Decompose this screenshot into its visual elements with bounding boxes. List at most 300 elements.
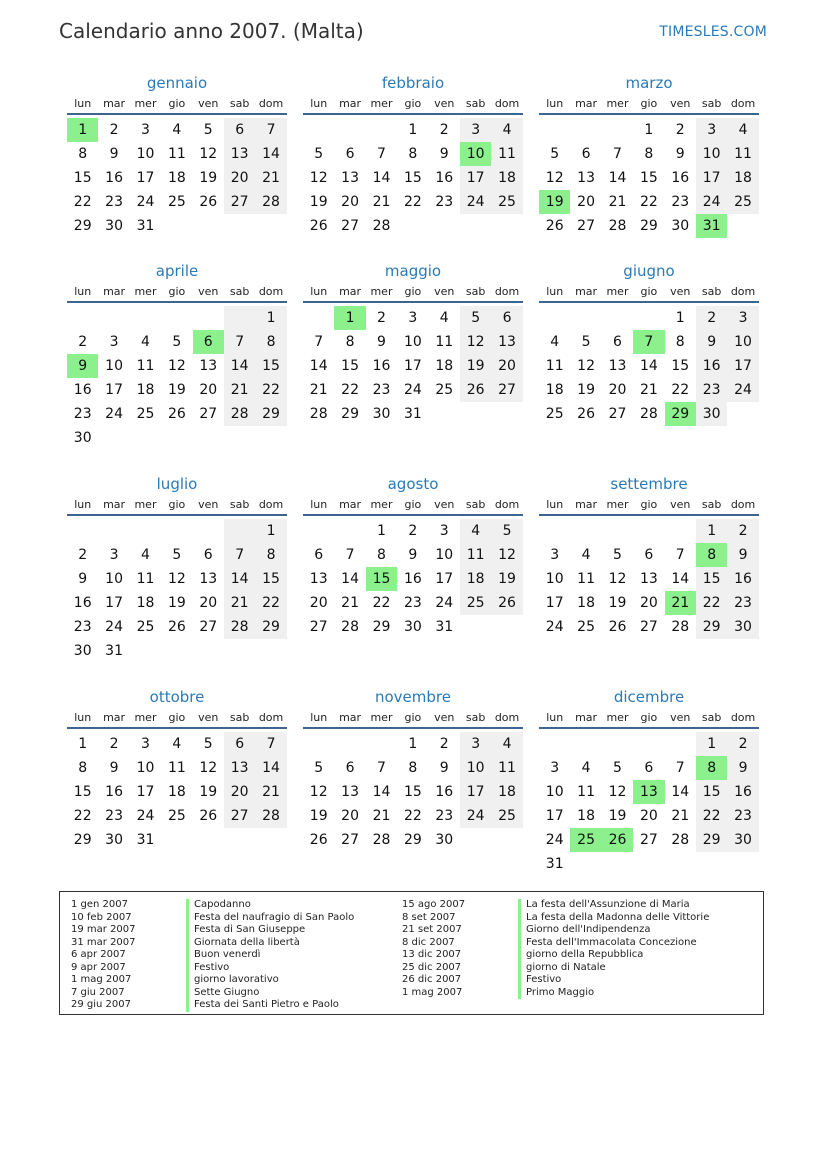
- empty-day: [130, 639, 161, 663]
- day-cell: 11: [167, 146, 186, 162]
- weekday-header: [67, 95, 287, 115]
- day-cell: 16: [435, 170, 454, 186]
- day-cell: 1: [377, 523, 386, 539]
- day-cell: 25: [136, 406, 155, 422]
- weekday-header: [303, 709, 523, 729]
- holiday-date: 26 dic 2007: [402, 974, 462, 985]
- day-cell: 20: [309, 595, 328, 611]
- empty-day: [602, 852, 633, 876]
- holiday-dates-right: [402, 899, 465, 999]
- weekday-label: ven: [670, 711, 691, 724]
- empty-day: [570, 732, 601, 756]
- holiday-name: giorno lavorativo: [186, 974, 354, 987]
- day-cell: 12: [167, 571, 186, 587]
- day-cell: 27: [224, 190, 255, 214]
- day-cell: 21: [665, 591, 696, 615]
- day-cell: 25: [727, 190, 758, 214]
- empty-day: [255, 426, 286, 450]
- day-cell: 1: [696, 519, 727, 543]
- weekday-label: mer: [606, 498, 629, 511]
- days-grid: [539, 519, 759, 639]
- weekday-label: ven: [198, 498, 219, 511]
- day-cell: 1: [675, 310, 685, 326]
- day-cell: 28: [224, 615, 255, 639]
- day-cell: 27: [199, 406, 218, 422]
- day-cell: 7: [345, 547, 355, 563]
- month-name: novembre: [375, 688, 451, 706]
- day-cell: 23: [372, 382, 391, 398]
- day-cell: 28: [671, 619, 690, 635]
- day-cell: 7: [377, 760, 386, 776]
- day-cell: 27: [491, 378, 522, 402]
- empty-day: [224, 214, 255, 238]
- month-name: dicembre: [613, 688, 685, 706]
- month-name: maggio: [384, 262, 442, 280]
- day-cell: 10: [105, 571, 123, 587]
- day-cell: 30: [105, 218, 123, 234]
- weekday-label: ven: [434, 711, 455, 724]
- day-cell: 26: [491, 591, 522, 615]
- day-cell: 31: [136, 218, 155, 234]
- day-cell: 26: [167, 406, 186, 422]
- day-cell: 4: [581, 760, 591, 776]
- weekday-label: ven: [198, 285, 219, 298]
- day-cell: 20: [491, 354, 522, 378]
- weekday-label: ven: [434, 97, 455, 110]
- empty-day: [193, 828, 224, 852]
- day-cell: 23: [727, 804, 758, 828]
- day-cell: 6: [314, 547, 324, 563]
- day-cell: 3: [141, 736, 150, 752]
- empty-day: [193, 426, 224, 450]
- month-aprile: [67, 259, 287, 450]
- day-cell: 24: [545, 832, 564, 848]
- days-grid: [303, 732, 523, 852]
- empty-day: [98, 306, 129, 330]
- weekday-header: [539, 496, 759, 516]
- day-cell: 11: [727, 142, 758, 166]
- weekday-label: gio: [640, 285, 658, 298]
- day-cell: 20: [608, 382, 627, 398]
- days-grid: [303, 306, 523, 426]
- holiday-date: 29 giu 2007: [71, 999, 131, 1010]
- weekday-label: ven: [198, 97, 219, 110]
- empty-day: [193, 306, 224, 330]
- day-cell: 23: [671, 194, 690, 210]
- empty-day: [255, 828, 286, 852]
- month-name: giugno: [623, 262, 675, 280]
- day-cell: 15: [341, 358, 359, 374]
- day-cell: 27: [639, 832, 658, 848]
- empty-day: [98, 519, 129, 543]
- day-cell: 16: [105, 170, 123, 186]
- day-cell: 4: [172, 736, 182, 752]
- day-cell: 4: [727, 118, 758, 142]
- empty-day: [460, 828, 491, 852]
- day-cell: 8: [696, 543, 727, 567]
- empty-day: [334, 519, 365, 543]
- weekday-label: sab: [701, 285, 722, 298]
- day-cell: 25: [491, 804, 522, 828]
- day-cell: 27: [608, 406, 627, 422]
- empty-day: [602, 118, 633, 142]
- day-cell: 17: [435, 571, 454, 587]
- empty-day: [602, 306, 633, 330]
- day-cell: 6: [193, 330, 224, 354]
- day-cell: 28: [224, 402, 255, 426]
- day-cell: 10: [435, 547, 454, 563]
- weekday-label: mer: [606, 711, 629, 724]
- day-cell: 13: [577, 170, 595, 186]
- day-cell: 9: [408, 547, 418, 563]
- site-link[interactable]: TIMESLES.COM: [659, 24, 767, 40]
- weekday-label: lun: [546, 711, 564, 724]
- day-cell: 13: [199, 571, 218, 587]
- month-name: settembre: [610, 475, 688, 493]
- day-cell: 27: [199, 619, 218, 635]
- holiday-date: 1 mag 2007: [71, 974, 132, 985]
- day-cell: 19: [608, 808, 627, 824]
- day-cell: 19: [577, 382, 595, 398]
- day-cell: 30: [73, 643, 92, 659]
- day-cell: 28: [255, 190, 286, 214]
- day-cell: 16: [372, 358, 391, 374]
- empty-day: [429, 214, 460, 238]
- holiday-date: 8 dic 2007: [402, 936, 455, 948]
- day-cell: 14: [224, 354, 255, 378]
- day-cell: 4: [460, 519, 491, 543]
- holiday-date: 6 apr 2007: [71, 949, 126, 960]
- day-cell: 16: [671, 170, 690, 186]
- days-grid: [67, 519, 287, 663]
- day-cell: 20: [341, 808, 359, 824]
- weekday-label: ven: [670, 285, 691, 298]
- day-cell: 15: [73, 170, 92, 186]
- empty-day: [224, 828, 255, 852]
- month-name: gennaio: [146, 74, 208, 92]
- day-cell: 8: [675, 334, 685, 350]
- day-cell: 19: [539, 190, 570, 214]
- day-cell: 28: [639, 406, 658, 422]
- day-cell: 18: [491, 166, 522, 190]
- day-cell: 10: [696, 142, 727, 166]
- day-cell: 11: [577, 571, 595, 587]
- day-cell: 24: [105, 619, 123, 635]
- holiday-name: Primo Maggio: [518, 987, 709, 1000]
- weekday-label: dom: [730, 711, 756, 724]
- day-cell: 12: [577, 358, 595, 374]
- day-cell: 8: [408, 146, 418, 162]
- empty-day: [224, 639, 255, 663]
- day-cell: 28: [309, 406, 328, 422]
- weekday-header: [539, 95, 759, 115]
- weekday-label: lun: [546, 285, 564, 298]
- day-cell: 18: [577, 595, 595, 611]
- day-cell: 25: [167, 808, 186, 824]
- day-cell: 20: [224, 166, 255, 190]
- weekday-label: dom: [258, 711, 284, 724]
- day-cell: 16: [73, 595, 92, 611]
- day-cell: 3: [460, 732, 491, 756]
- day-cell: 26: [608, 619, 627, 635]
- day-cell: 16: [435, 784, 454, 800]
- month-marzo: [539, 71, 759, 238]
- month-name: agosto: [387, 475, 439, 493]
- weekday-label: dom: [494, 97, 520, 110]
- empty-day: [727, 214, 758, 238]
- holiday-name: Festa del naufragio di San Paolo: [186, 912, 354, 925]
- day-cell: 5: [172, 547, 182, 563]
- weekday-label: gio: [404, 97, 422, 110]
- day-cell: 1: [408, 736, 418, 752]
- weekday-label: mar: [575, 498, 598, 511]
- month-novembre: [303, 685, 523, 852]
- day-cell: 22: [73, 194, 92, 210]
- day-cell: 21: [255, 780, 286, 804]
- day-cell: 30: [696, 402, 727, 426]
- day-cell: 15: [366, 567, 397, 591]
- day-cell: 27: [309, 619, 328, 635]
- day-cell: 10: [460, 756, 491, 780]
- day-cell: 30: [372, 406, 391, 422]
- day-cell: 12: [460, 330, 491, 354]
- day-cell: 20: [199, 595, 218, 611]
- day-cell: 10: [105, 358, 123, 374]
- day-cell: 2: [78, 547, 88, 563]
- day-cell: 15: [255, 567, 286, 591]
- weekday-label: gio: [404, 498, 422, 511]
- empty-day: [161, 214, 192, 238]
- day-cell: 19: [460, 354, 491, 378]
- day-cell: 4: [550, 334, 560, 350]
- day-cell: 2: [675, 122, 685, 138]
- weekday-label: lun: [546, 498, 564, 511]
- weekday-label: dom: [730, 97, 756, 110]
- day-cell: 19: [199, 170, 218, 186]
- holiday-date: 15 ago 2007: [402, 899, 466, 910]
- day-cell: 15: [73, 784, 92, 800]
- day-cell: 5: [203, 736, 213, 752]
- holiday-date: 19 mar 2007: [71, 924, 136, 935]
- day-cell: 22: [341, 382, 359, 398]
- day-cell: 14: [671, 571, 690, 587]
- empty-day: [255, 639, 286, 663]
- empty-day: [460, 214, 491, 238]
- weekday-label: gio: [640, 498, 658, 511]
- day-cell: 8: [696, 756, 727, 780]
- empty-day: [303, 732, 334, 756]
- month-name: febbraio: [381, 74, 445, 92]
- empty-day: [303, 306, 334, 330]
- day-cell: 14: [671, 784, 690, 800]
- empty-day: [633, 519, 664, 543]
- day-cell: 31: [105, 643, 123, 659]
- weekday-label: mer: [370, 97, 393, 110]
- day-cell: 19: [491, 567, 522, 591]
- day-cell: 3: [141, 122, 150, 138]
- day-cell: 17: [136, 170, 155, 186]
- day-cell: 3: [109, 334, 119, 350]
- weekday-label: mar: [339, 285, 362, 298]
- day-cell: 31: [545, 856, 564, 872]
- day-cell: 23: [435, 808, 454, 824]
- day-cell: 14: [639, 358, 658, 374]
- weekday-label: gio: [168, 285, 186, 298]
- day-cell: 6: [644, 547, 654, 563]
- day-cell: 15: [255, 354, 286, 378]
- days-grid: [539, 118, 759, 238]
- day-cell: 7: [224, 330, 255, 354]
- day-cell: 4: [491, 118, 522, 142]
- day-cell: 26: [545, 218, 564, 234]
- holiday-date: 1 gen 2007: [71, 899, 129, 910]
- day-cell: 17: [460, 780, 491, 804]
- empty-day: [539, 519, 570, 543]
- day-cell: 29: [372, 619, 391, 635]
- empty-day: [491, 828, 522, 852]
- day-cell: 24: [545, 619, 564, 635]
- day-cell: 5: [613, 547, 622, 563]
- day-cell: 30: [73, 430, 92, 446]
- holiday-date: 1 mag 2007: [402, 986, 463, 998]
- holiday-name: Festivo: [518, 974, 709, 987]
- weekday-label: dom: [258, 97, 284, 110]
- day-cell: 17: [545, 808, 564, 824]
- weekday-header: [67, 283, 287, 303]
- weekday-label: lun: [310, 711, 328, 724]
- day-cell: 2: [727, 732, 758, 756]
- day-cell: 18: [136, 382, 155, 398]
- day-cell: 25: [577, 619, 595, 635]
- day-cell: 27: [639, 619, 658, 635]
- day-cell: 9: [675, 146, 685, 162]
- day-cell: 28: [372, 832, 391, 848]
- day-cell: 18: [460, 567, 491, 591]
- day-cell: 10: [545, 571, 564, 587]
- day-cell: 1: [334, 306, 365, 330]
- day-cell: 14: [608, 170, 627, 186]
- empty-day: [602, 732, 633, 756]
- day-cell: 22: [696, 591, 727, 615]
- day-cell: 12: [199, 146, 218, 162]
- day-cell: 20: [199, 382, 218, 398]
- day-cell: 14: [224, 567, 255, 591]
- day-cell: 7: [633, 330, 664, 354]
- day-cell: 10: [136, 146, 155, 162]
- day-cell: 18: [491, 780, 522, 804]
- day-cell: 9: [439, 760, 449, 776]
- day-cell: 26: [199, 808, 218, 824]
- day-cell: 15: [403, 170, 422, 186]
- day-cell: 1: [255, 519, 286, 543]
- weekday-label: lun: [310, 498, 328, 511]
- empty-day: [366, 118, 397, 142]
- day-cell: 31: [403, 406, 422, 422]
- day-cell: 4: [172, 122, 182, 138]
- day-cell: 2: [439, 736, 449, 752]
- day-cell: 3: [550, 547, 560, 563]
- holiday-name: giorno di Natale: [518, 962, 709, 975]
- holiday-date: 13 dic 2007: [402, 949, 462, 960]
- day-cell: 10: [460, 142, 491, 166]
- day-cell: 13: [491, 330, 522, 354]
- weekday-label: ven: [198, 711, 219, 724]
- day-cell: 11: [136, 571, 155, 587]
- weekday-label: mar: [339, 97, 362, 110]
- day-cell: 9: [377, 334, 386, 350]
- day-cell: 26: [602, 828, 633, 852]
- day-cell: 5: [581, 334, 591, 350]
- day-cell: 24: [105, 406, 123, 422]
- day-cell: 22: [403, 808, 422, 824]
- weekday-label: mer: [134, 97, 157, 110]
- empty-day: [130, 519, 161, 543]
- empty-day: [303, 118, 334, 142]
- day-cell: 24: [727, 378, 758, 402]
- day-cell: 7: [377, 146, 386, 162]
- day-cell: 14: [255, 142, 286, 166]
- day-cell: 5: [314, 146, 324, 162]
- day-cell: 18: [167, 784, 186, 800]
- day-cell: 16: [403, 571, 422, 587]
- day-cell: 8: [408, 760, 418, 776]
- day-cell: 20: [639, 808, 658, 824]
- holiday-list: [59, 891, 764, 1015]
- empty-day: [193, 639, 224, 663]
- day-cell: 24: [435, 595, 454, 611]
- weekday-header: [67, 496, 287, 516]
- day-cell: 3: [460, 118, 491, 142]
- holiday-date: 21 set 2007: [402, 924, 462, 935]
- holiday-name: Capodanno: [186, 899, 354, 912]
- empty-day: [727, 852, 758, 876]
- day-cell: 20: [639, 595, 658, 611]
- empty-day: [161, 426, 192, 450]
- holiday-names-left: [186, 899, 354, 1012]
- day-cell: 1: [78, 736, 88, 752]
- day-cell: 13: [224, 756, 255, 780]
- month-name: luglio: [156, 475, 198, 493]
- day-cell: 24: [403, 382, 422, 398]
- holiday-name: Sette Giugno: [186, 987, 354, 1000]
- day-cell: 8: [345, 334, 355, 350]
- day-cell: 12: [199, 760, 218, 776]
- day-cell: 19: [309, 808, 328, 824]
- empty-day: [633, 852, 664, 876]
- holiday-date: 9 apr 2007: [71, 961, 126, 973]
- weekday-label: dom: [494, 285, 520, 298]
- day-cell: 15: [696, 780, 727, 804]
- day-cell: 25: [136, 619, 155, 635]
- day-cell: 15: [403, 784, 422, 800]
- day-cell: 13: [224, 142, 255, 166]
- weekday-label: sab: [465, 498, 486, 511]
- weekday-label: sab: [701, 711, 722, 724]
- holiday-name: Festa dei Santi Pietro e Paolo: [186, 999, 354, 1012]
- day-cell: 14: [341, 571, 359, 587]
- weekday-label: dom: [730, 285, 756, 298]
- empty-day: [130, 426, 161, 450]
- day-cell: 14: [372, 170, 391, 186]
- day-cell: 9: [109, 146, 119, 162]
- day-cell: 20: [577, 194, 595, 210]
- day-cell: 29: [696, 615, 727, 639]
- weekday-label: ven: [434, 285, 455, 298]
- weekday-label: ven: [670, 498, 691, 511]
- day-cell: 17: [105, 382, 123, 398]
- days-grid: [303, 118, 523, 238]
- day-cell: 18: [167, 170, 186, 186]
